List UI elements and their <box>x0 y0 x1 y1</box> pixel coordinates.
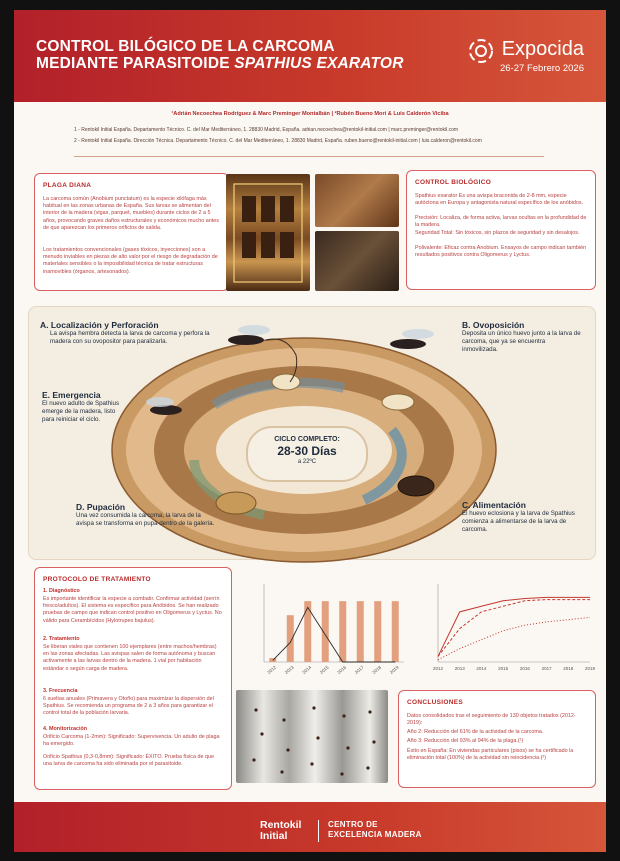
rentokil-logo-line-2: Initial <box>260 829 288 842</box>
title-line-2-text: MEDIANTE PARASITOIDE <box>36 55 230 72</box>
conclusions-line-1: Datos consolidados tras el seguimiento de 130 objetos tratados (2012-2019): <box>407 713 576 727</box>
protocol-step-1-text: Es importante identificar la especie a combatir. Confirmar actividad (serrín fresco/adultos). El sistema es específico para Anóbidos. Se han realizado pruebas de campo que indican control positivo en Oligomerus y Lyctus. No válido para Cerambícidos (Hylotrupes bajulus). <box>43 596 222 624</box>
x-tick-label: 2014 <box>301 664 313 675</box>
x-tick-label: 2013 <box>283 664 295 675</box>
centro-line-1: CENTRO DE <box>328 820 378 829</box>
x-tick-label: 2015 <box>318 664 330 675</box>
stage-b-title: B. Ovoposición <box>462 320 525 330</box>
series-line <box>438 597 590 656</box>
protocol-step-3-text: 6 sueltas anuales (Primavera y Otoño) para maximizar la dispersión del Spathius. Se recomienda un programa de 2 a 3 años para garantizar el control total de la población larvaria. <box>43 696 214 717</box>
control-line-1: Spathius exarator Es una avispa braconida de 2-8 mm, especie autóctona en Europa y antagonista natural específico de los anóbidos. <box>415 193 584 207</box>
wasps-on-vials-detail <box>236 690 388 783</box>
centro-line-2: EXCELENCIA MADERA <box>328 830 422 839</box>
title-line-1: CONTROL BILÓGICO DE LA CARCOMA <box>36 38 335 55</box>
activity-bar-chart <box>240 576 410 684</box>
x-tick-label: 2019 <box>388 664 400 675</box>
poster-footer <box>14 802 606 852</box>
series-line <box>438 617 590 659</box>
activity-line-chart <box>416 576 596 684</box>
cycle-temperature: a 22ºC <box>297 459 317 465</box>
stage-c-description: El huevo eclosiona y la larva de Spathius comienza a alimentarse de la larva de carcoma. <box>462 510 575 533</box>
protocol-step-4-text-2: Orificio Spathius (0,3-0,8mm): Significado: ÉXITO. Prueba física de que una larva de carcoma ha sido eliminada por el parasitoide. <box>43 754 214 768</box>
bar <box>287 615 294 662</box>
x-tick-label: 2017 <box>353 664 365 675</box>
bar <box>374 601 381 662</box>
cycle-days: 28-30 Días <box>277 444 337 458</box>
authors-line: ¹Adrián Necoechea Rodríguez & Marc Preminger Montalbán | ²Rubén Bueno Mori & Luis Calderón Viciba <box>171 111 449 117</box>
stage-c-title: C. Alimentación <box>462 500 526 510</box>
poster <box>14 10 606 852</box>
x-tick-label: 2015 <box>498 666 509 671</box>
control-line-3: Seguridad Total: Sin tóxicos, sin plazos de seguridad y sin desalojos. <box>415 230 580 236</box>
affiliation-1: 1 - Rentokil Initial España. Departamento Técnico. C. del Mar Mediterráneo, 1. 28830 Madrid, España. adrian.necoechea@rentokil-initial.com | marc.preminger@rentokil.com <box>74 127 459 133</box>
rentokil-logo-line-1: Rentokil <box>260 819 302 831</box>
protocol-step-4-title: 4. Monitorización <box>43 726 88 732</box>
bar <box>392 601 399 662</box>
stage-e-description: El nuevo adulto de Spathius emerge de la madera, listo para reiniciar el ciclo. <box>42 400 120 423</box>
plaga-paragraph-2: Los tratamientos convencionales (gases tóxicos, inyecciones) son a menudo inviables en piezas de alto valor por el riesgo de degradación de materiales sensibles o la imposibilidad técnica de tratar estructuras inamovibles (órganos, artesonados). <box>43 247 218 275</box>
x-tick-label: 2012 <box>266 664 278 675</box>
life-cycle-illustration <box>14 10 606 570</box>
wasp-vials-photo <box>236 690 388 783</box>
conclusions-line-2: Año 2: Reducción del 61% de la actividad de la carcoma. <box>407 729 544 735</box>
cycle-label: CICLO COMPLETO: <box>274 436 340 443</box>
rentokil-logo <box>260 820 301 841</box>
protocol-box <box>34 567 232 790</box>
x-tick-label: 2016 <box>519 666 530 671</box>
x-tick-label: 2018 <box>563 666 574 671</box>
conclusions-heading: CONCLUSIONES <box>407 699 463 706</box>
x-tick-label: 2017 <box>541 666 552 671</box>
stage-d-title: D. Pupación <box>76 502 126 512</box>
event-dates: 26-27 Febrero 2026 <box>500 63 584 74</box>
x-tick-label: 2012 <box>432 666 444 671</box>
control-heading: CONTROL BIOLÓGICO <box>415 179 492 186</box>
plaga-paragraph-1: La carcoma común (Anobium punctatum) es la especie xilófaga más habitual en las zonas urbanas de España. Sus larvas se alimentan del interior de la madera (vigas, parquet, muebles) durante ciclos de 2 a 5 años, provocando graves daños estructurales y económicos mucho antes de que aparezcan los primeros orificios de salida. <box>43 196 219 231</box>
control-line-2: Precisión: Localiza, de forma activa, larvas ocultas en la profundidad de la madera. <box>415 215 587 229</box>
stage-c <box>462 500 582 533</box>
stage-d-description: Una vez consumida la carcoma, la larva de la avispa se transforma en pupa dentro de la galería. <box>76 512 215 527</box>
protocol-heading: PROTOCOLO DE TRATAMIENTO <box>43 576 151 583</box>
stage-e-title: E. Emergencia <box>42 390 101 400</box>
x-tick-label: 2014 <box>476 666 487 671</box>
plaga-heading: PLAGA DIANA <box>43 182 92 189</box>
affiliation-2: 2 - Rentokil Initial España. Dirección Técnica. Departamento Técnico. C. del Mar Mediterráneo, 1. 28830 Madrid, España. ruben.bueno@rentokil-initial.com | luis.calderon@rentokil.com <box>74 138 482 144</box>
stage-b <box>462 320 582 353</box>
stage-e <box>42 390 122 423</box>
stage-b-description: Deposita un único huevo junto a la larva de carcoma, que ya se encuentra inmovilizada. <box>462 330 581 353</box>
bar <box>304 601 311 662</box>
footer-divider <box>318 820 319 842</box>
stage-d <box>76 502 216 528</box>
brand-name: Expocida <box>501 38 584 60</box>
bar <box>339 601 346 662</box>
protocol-step-1-title: 1. Diagnóstico <box>43 588 80 594</box>
cycle-duration-badge <box>246 426 368 482</box>
control-line-4: Polivalente: Eficaz contra Anobium. Ensayos de campo indican también resultados positivos contra Oligomerus y Lyctus. <box>415 245 587 259</box>
stage-a <box>40 320 210 346</box>
series-line <box>438 600 590 657</box>
stage-a-description: La avispa hembra detecta la larva de carcoma y perfora la madera con su ovopositor para paralizarla. <box>50 330 210 345</box>
stage-a-title: A. Localización y Perforación <box>40 320 159 330</box>
wasp-b-icon <box>390 329 434 349</box>
conclusions-box <box>398 690 596 788</box>
protocol-step-4-text-1: Orificio Carcoma (1-2mm): Significado: Supervivencia. Un adulto de plaga ha emergido. <box>43 734 220 748</box>
protocol-step-3-title: 3. Frecuencia <box>43 688 78 694</box>
title-species: SPATHIUS EXARATOR <box>234 55 404 72</box>
centro-excelencia <box>328 820 422 840</box>
protocol-step-2-text: Se liberan viales que contienen 100 ejemplares (entre machos/hembras) en las zonas afectadas. Las avispas salen de forma autónoma y buscan activamente a las larvas dentro de la madera. 1 vial por habitación estándar o según carga de madera. <box>43 644 217 672</box>
bar <box>357 601 364 662</box>
conclusions-line-4: Éxito en España: En viviendas particulares (pisos) se ha certificado la eliminación total (100%) de la actividad sin reincidencia.(²) <box>407 748 574 762</box>
protocol-step-2-title: 2. Tratamiento <box>43 636 80 642</box>
conclusions-line-3: Año 3: Reducción del 93% al 94% de la plaga.(¹) <box>407 738 524 744</box>
x-tick-label: 2018 <box>371 664 383 675</box>
x-tick-label: 2016 <box>336 664 348 675</box>
x-tick-label: 2019 <box>584 666 596 671</box>
x-tick-label: 2013 <box>454 666 465 671</box>
